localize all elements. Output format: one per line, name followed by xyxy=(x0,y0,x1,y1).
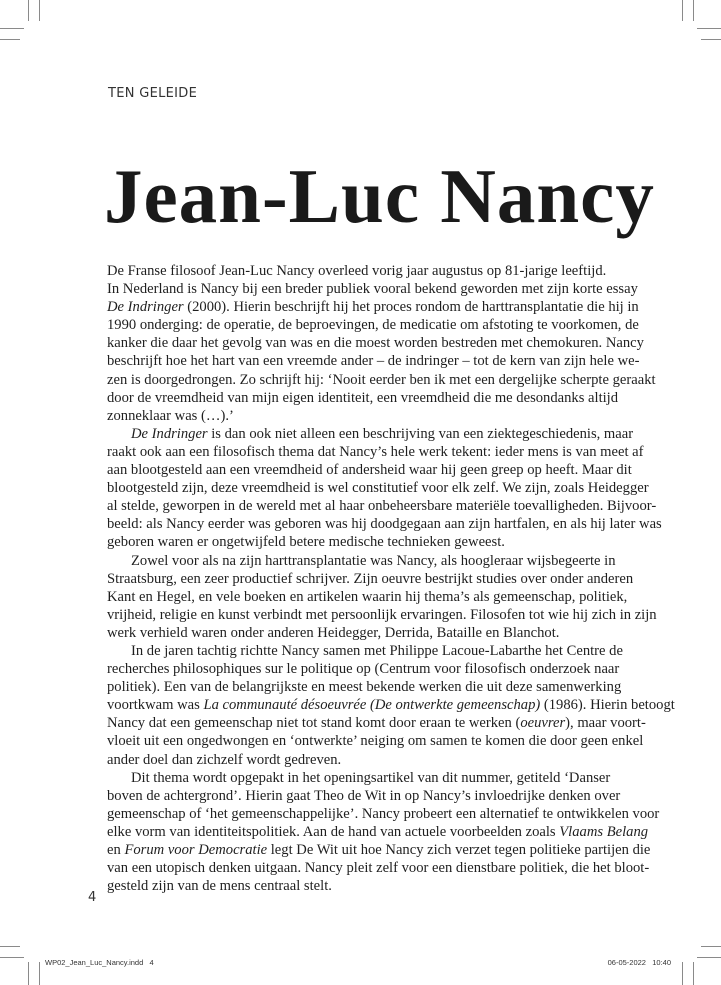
text-segment: beeld: als Nancy eerder was geboren was hij doodgegaan aan zijn hartfalen, en als hij later was xyxy=(107,516,662,533)
text-line xyxy=(107,352,640,370)
text-line xyxy=(107,787,621,805)
text-line xyxy=(107,841,651,859)
text-line xyxy=(107,515,662,533)
text-segment: geboren waren er ongetwijfeld betere medische technieken geweest. xyxy=(107,534,505,551)
crop-mark xyxy=(0,957,24,958)
text-segment: door de vreemdheid van mijn eigen identiteit, een vreemdheid die me desondanks altijd xyxy=(107,389,619,406)
text-segment: Straatsburg, een zeer productief schrijver. Zijn oeuvre bestrijkt studies over onder anderen xyxy=(107,570,634,587)
text-segment: legt De Wit uit hoe Nancy zich verzet tegen politieke partijen die xyxy=(267,842,651,858)
text-line xyxy=(107,479,649,497)
crop-mark xyxy=(682,962,683,985)
text-line xyxy=(107,696,675,714)
text-segment: In de jaren tachtig richtte Nancy samen met Philippe Lacoue-Labarthe het Centre de xyxy=(131,642,623,659)
crop-mark xyxy=(28,962,29,985)
section-label: TEN GELEIDE xyxy=(108,86,198,101)
text-segment: Nancy dat een gemeenschap niet tot stand komt door eraan te werken ( xyxy=(107,715,521,732)
text-line xyxy=(107,660,620,678)
crop-mark xyxy=(28,0,29,21)
text-segment: recherches philosophiques sur le politique op (Centrum voor filosofisch onderzoek naar xyxy=(107,661,620,678)
text-segment: Dit thema wordt opgepakt in het openingsartikel van dit nummer, getiteld ‘Danser xyxy=(131,769,611,786)
text-line xyxy=(107,552,616,570)
italic-title: La communauté désoeuvrée (De ontwerkte gemeenschap) xyxy=(203,697,541,714)
crop-mark xyxy=(39,962,40,985)
text-segment: van een utopisch denken uitgaan. Nancy pleit zelf voor een dienstbare politiek, die het bloot- xyxy=(107,860,650,877)
text-line xyxy=(107,570,634,588)
text-segment: vloeit uit een ongedwongen en ‘ontwerkte’ neiging om samen te komen die door geen enkel xyxy=(107,733,644,750)
text-segment: zonneklaar was (…).’ xyxy=(107,407,234,424)
crop-mark xyxy=(697,957,721,958)
text-line xyxy=(107,298,639,316)
text-segment: gesteld zijn van de mens centraal stelt. xyxy=(107,878,332,895)
text-segment: (1986). Hierin betoogt xyxy=(540,697,675,714)
text-segment: al stelde, geworpen in de wereld met al haar onbeheersbare materiële toevalligheden. Bijvoor- xyxy=(107,498,657,515)
crop-mark xyxy=(0,39,20,40)
text-line xyxy=(107,714,646,732)
italic-title: oeuvrer xyxy=(520,715,566,732)
text-segment: aan blootgesteld aan een vreemdheid of andersheid waar hij geen greep op heeft. Maar dit xyxy=(107,462,632,479)
italic-title: Forum voor Democratie xyxy=(124,842,268,858)
text-line xyxy=(107,823,649,841)
text-segment: elke vorm van identiteitspolitiek. Aan de hand van actuele voorbeelden zoals xyxy=(107,823,560,840)
crop-mark xyxy=(0,28,24,29)
text-line xyxy=(107,389,619,407)
text-line xyxy=(107,606,657,624)
text-segment: gemeenschap of ‘het gemeenschappelijke’. Nancy probeert een alternatief te ontwikkelen voor xyxy=(107,805,660,822)
text-line xyxy=(107,533,603,551)
text-line xyxy=(107,443,644,461)
crop-mark xyxy=(693,962,694,985)
crop-mark xyxy=(701,39,721,40)
text-line xyxy=(107,316,639,334)
text-line xyxy=(107,751,603,769)
slug-datetime: 06-05-2022 10:40 xyxy=(607,958,671,967)
text-line xyxy=(107,262,607,280)
text-segment: voortkwam was xyxy=(107,697,204,714)
text-segment: beschrijft hoe het hart van een vreemde ander – de indringer – tot de kern van zijn hele we- xyxy=(107,353,640,370)
text-line xyxy=(107,769,611,787)
text-segment: In Nederland is Nancy bij een breder publiek vooral bekend geworden met zijn korte essay xyxy=(107,281,638,298)
text-line xyxy=(107,859,650,877)
italic-title: De Indringer xyxy=(107,299,184,316)
crop-mark xyxy=(697,28,721,29)
crop-mark xyxy=(0,946,20,947)
text-segment: kanker die daar het gevolg van was en die moest worden bestreden met chemokuren. Nancy xyxy=(107,335,644,352)
slug-filename: WP02_Jean_Luc_Nancy.indd 4 xyxy=(45,958,154,967)
text-line xyxy=(107,805,660,823)
text-segment: Zowel voor als na zijn harttransplantatie was Nancy, als hoogleraar wijsbegeerte in xyxy=(131,552,616,569)
text-line xyxy=(107,425,634,443)
text-line xyxy=(107,461,632,479)
text-line xyxy=(107,371,656,389)
text-segment: werk verhield waren onder anderen Heidegger, Derrida, Bataille en Blanchot. xyxy=(107,624,560,641)
text-segment: is dan ook niet alleen een beschrijving van een ziektegeschiedenis, maar xyxy=(207,425,634,442)
italic-title: De Indringer xyxy=(131,425,208,442)
text-segment: blootgesteld zijn, deze vreemdheid is wel constitutief voor elk zelf. We zijn, zoals Heidegger xyxy=(107,480,649,497)
text-line xyxy=(107,624,603,642)
page-number: 4 xyxy=(88,890,97,905)
crop-mark xyxy=(693,0,694,21)
text-line xyxy=(107,497,657,515)
text-segment: (2000). Hierin beschrijft hij het proces rondom de harttransplantatie die hij in xyxy=(183,299,639,316)
text-segment: De Franse filosoof Jean-Luc Nancy overleed vorig jaar augustus op 81-jarige leeftijd. xyxy=(107,263,607,279)
text-line xyxy=(107,642,623,660)
italic-title: Vlaams Belang xyxy=(559,823,649,840)
text-line xyxy=(107,732,644,750)
article-body xyxy=(107,262,675,895)
text-segment: 1990 onderging: de operatie, de beproevingen, de medicatie om afstoting te voorkomen, de xyxy=(107,317,639,334)
text-segment: raakt ook aan een filosofisch thema dat Nancy’s hele werk tekent: ieder mens is van meet af xyxy=(107,443,644,460)
text-line xyxy=(107,334,644,352)
text-segment: ), maar voort- xyxy=(565,715,646,732)
crop-mark xyxy=(39,0,40,21)
crop-mark xyxy=(682,0,683,21)
text-line xyxy=(107,407,603,425)
text-segment: en xyxy=(107,842,125,858)
text-segment: boven de achtergrond’. Hierin gaat Theo de Wit in op Nancy’s invloedrijke denken over xyxy=(107,787,621,804)
text-segment: Kant en Hegel, en vele boeken en artikelen waarin hij thema’s als gemeenschap, politiek, xyxy=(107,588,628,605)
text-segment: vrijheid, religie en kunst verbindt met persoonlijk ervaringen. Filosofen tot wie hij zich in zijn xyxy=(107,606,657,623)
text-line xyxy=(107,678,622,696)
crop-mark xyxy=(701,946,721,947)
text-segment: zen is doorgedrongen. Zo schrijft hij: ‘Nooit eerder ben ik met een dergelijke scherpte geraakt xyxy=(107,371,656,388)
text-line xyxy=(107,280,638,298)
text-segment: politiek). Een van de belangrijkste en meest bekende werken die uit deze samenwerking xyxy=(107,679,622,696)
text-segment: ander doel dan zichzelf wordt gedreven. xyxy=(107,751,342,768)
text-line xyxy=(107,877,603,895)
text-line xyxy=(107,588,628,606)
article-title: Jean-Luc Nancy xyxy=(104,153,655,239)
